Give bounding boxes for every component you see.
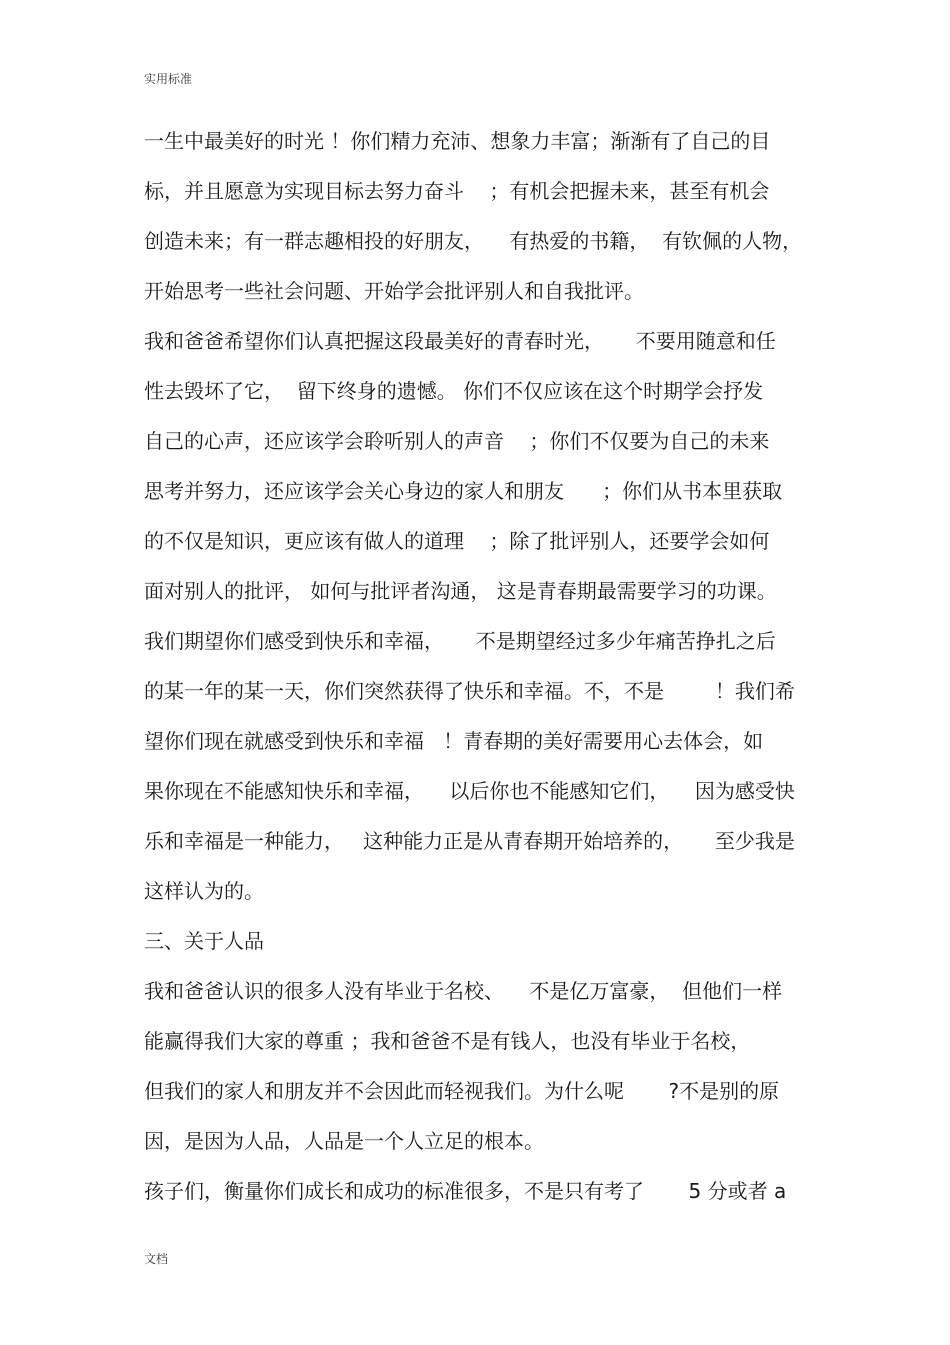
text-line: 的某一年的某一天，你们突然获得了快乐和幸福。不，不是 ！我们希 xyxy=(144,679,795,703)
text-line: 因，是因为人品，人品是一个人立足的根本。 xyxy=(144,1129,544,1153)
text-line: 我们期望你们感受到快乐和幸福， 不是期望经过多少年痛苦挣扎之后 xyxy=(144,629,776,653)
text-line: 我和爸爸认识的很多人没有毕业于名校、 不是亿万富豪， 但他们一样 xyxy=(144,979,783,1003)
text-line: 标，并且愿意为实现目标去努力奋斗 ；有机会把握未来，甚至有机会 xyxy=(144,179,770,203)
text-line: 但我们的家人和朋友并不会因此而轻视我们。为什么呢 ?不是别的原 xyxy=(144,1079,780,1103)
text-line: 这样认为的。 xyxy=(144,879,264,903)
text-line: 望你们现在就感受到快乐和幸福 ！青春期的美好需要用心去体会，如 xyxy=(144,729,764,753)
text-line: 能赢得我们大家的尊重 ；我和爸爸不是有钱人，也没有毕业于名校， xyxy=(144,1029,751,1053)
page-footer: 文档 xyxy=(144,1252,169,1266)
text-line: 开始思考一些社会问题、开始学会批评别人和自我批评。 xyxy=(144,279,644,303)
section-heading: 三、关于人品 xyxy=(144,929,264,953)
text-line: 孩子们，衡量你们成长和成功的标准很多，不是只有考了 5 分或者 a xyxy=(144,1179,787,1203)
text-line: 自己的心声，还应该学会聆听别人的声音 ；你们不仅要为自己的未来 xyxy=(144,429,770,453)
text-line: 乐和幸福是一种能力， 这种能力正是从青春期开始培养的， 至少我是 xyxy=(144,829,795,853)
text-line: 性去毁坏了它， 留下终身的遗憾。 你们不仅应该在这个时期学会抒发 xyxy=(144,379,764,403)
text-line: 思考并努力，还应该学会关心身边的家人和朋友 ；你们从书本里获取 xyxy=(144,479,783,503)
text-line: 一生中最美好的时光 ！你们精力充沛、想象力丰富；渐渐有了自己的目 xyxy=(144,129,771,153)
text-line: 我和爸爸希望你们认真把握这段最美好的青春时光， 不要用随意和任 xyxy=(144,329,776,353)
text-line: 创造未来；有一群志趣相投的好朋友， 有热爱的书籍， 有钦佩的人物， xyxy=(144,229,803,253)
text-line: 面对别人的批评， 如何与批评者沟通， 这是青春期最需要学习的功课。 xyxy=(144,579,777,603)
text-line: 果你现在不能感知快乐和幸福， 以后你也不能感知它们， 因为感受快 xyxy=(144,779,795,803)
page-header: 实用标准 xyxy=(144,72,193,86)
text-line: 的不仅是知识，更应该有做人的道理 ；除了批评别人，还要学会如何 xyxy=(144,529,770,553)
